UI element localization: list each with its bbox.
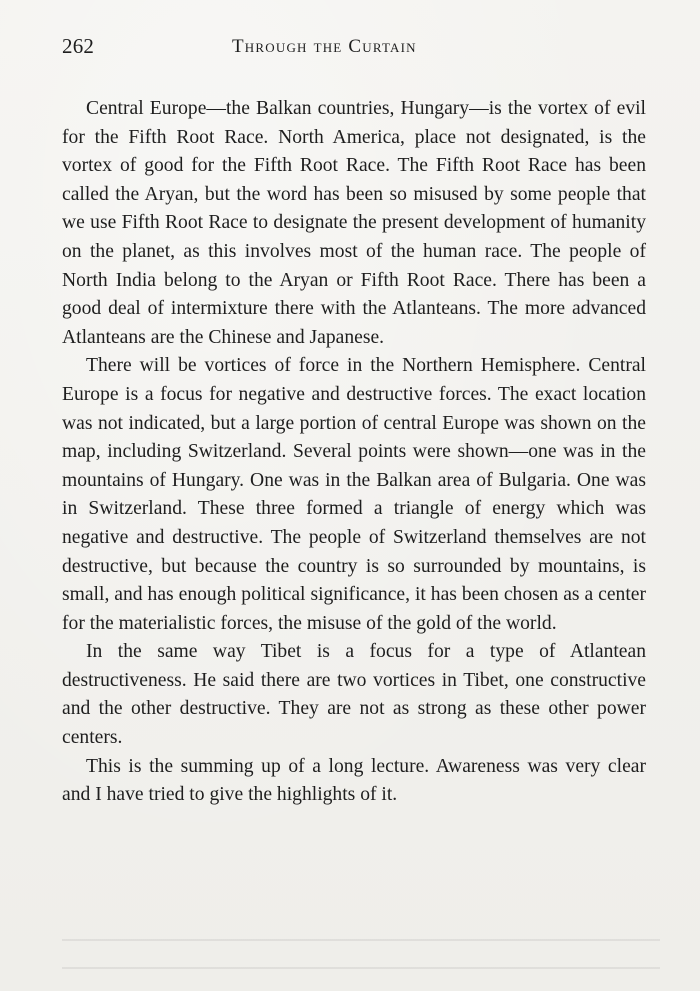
running-head — [62, 34, 642, 64]
body-text — [62, 95, 646, 810]
paragraph: This is the summing up of a long lecture. Awareness was very clear and I have tried to give the highlights of it. — [62, 755, 646, 806]
paragraph: In the same way Tibet is a focus for a type of Atlantean destructiveness. He said there are two vortices in Tibet, one constructive and the other destructive. They are not as strong as these other power centers. — [62, 641, 646, 749]
paragraph: There will be vortices of force in the Northern Hemisphere. Central Europe is a focus for negative and destructive forces. The exact location was not indicated, but a large portion of central Europe was shown on the map, including Switzerland. Several points were shown—one was in the mountains of Hungary. One was in the Balkan area of Bulgaria. One was in Switzerland. These three formed a triangle of energy which was negative and destructive. The people of Switzerland themselves are not destructive, but because the country is so surrounded by mountains, is small, and has enough political significance, it has been chosen as a center for the materialistic forces, the misuse of the gold of the world. — [62, 355, 646, 634]
bleed-through-shadow — [62, 921, 660, 991]
running-title: Through the Curtain — [232, 36, 417, 57]
page-number: 262 — [62, 34, 95, 58]
paragraph: Central Europe—the Balkan countries, Hungary—is the vortex of evil for the Fifth Root Race. North America, place not designated, is the vortex of good for the Fifth Root Race. The Fifth Root Race has been called the Aryan, but the word has been so misused by some people that we use Fifth Root Race to designate the present development of humanity on the planet, as this involves most of the human race. The people of North India belong to the Aryan or Fifth Root Race. There has been a good deal of intermixture there with the Atlanteans. The more advanced Atlanteans are the Chinese and Japanese. — [62, 98, 646, 348]
